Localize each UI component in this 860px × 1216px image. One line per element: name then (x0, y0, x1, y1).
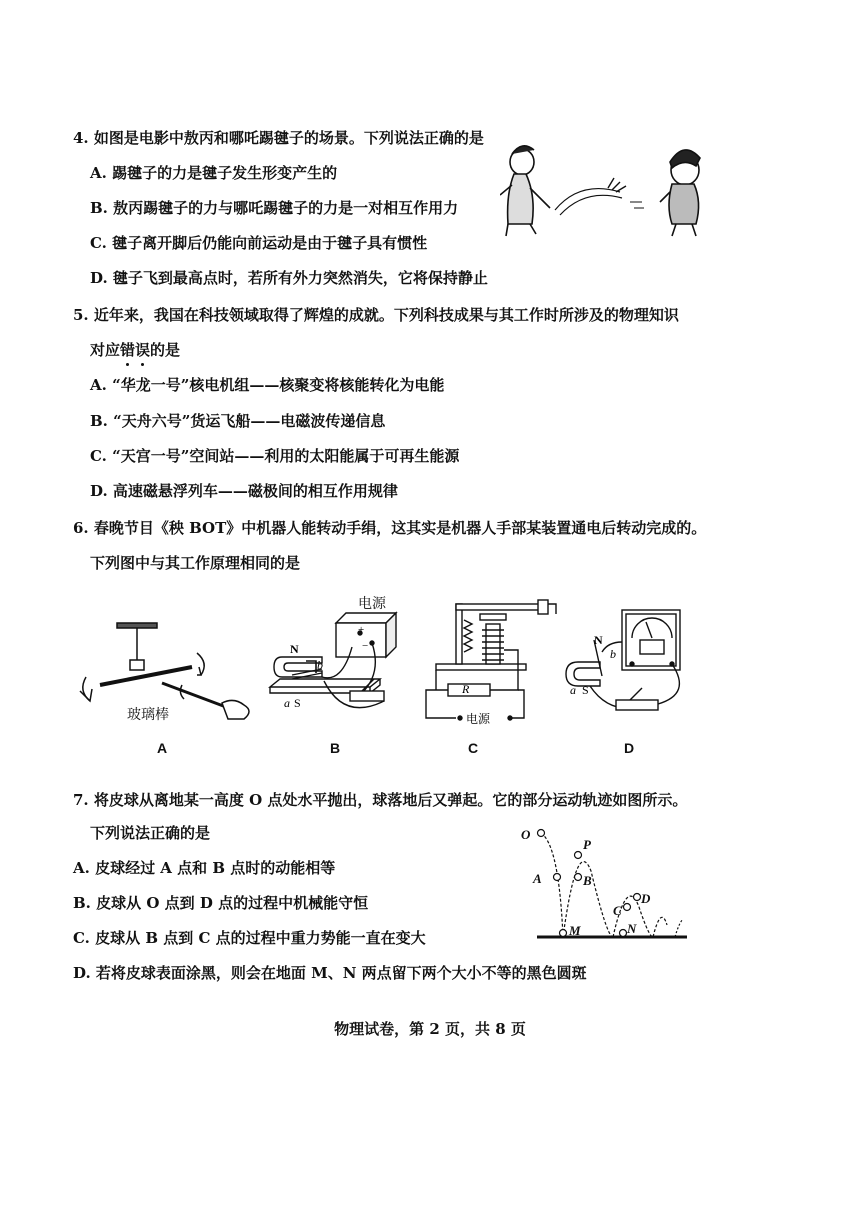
figure-d-s-pole: S (582, 683, 589, 697)
q4-option-d: D. 毽子飞到最高点时，若所有外力突然消失，它将保持静止 (90, 269, 488, 287)
point-o-label: O (521, 827, 531, 842)
q6-stem-line1: 6. 春晚节目《秧 BOT》中机器人能转动手绢，这其实是机器人手部某装置通电后转动完成的。 (73, 519, 707, 537)
q5-option-b: B. “天舟六号”货运飞船——电磁波传递信息 (90, 412, 386, 430)
q7-stem-line2: 下列说法正确的是 (90, 824, 211, 842)
point-b-label: B (583, 873, 592, 888)
q4-option-b: B. 敖丙踢毽子的力与哪吒踢毽子的力是一对相互作用力 (90, 199, 459, 217)
q5-option-a: A. “华龙一号”核电机组——核聚变将核能转化为电能 (90, 376, 445, 394)
q4-option-a: A. 踢毽子的力是毽子发生形变产生的 (90, 164, 338, 182)
figure-b-n-pole: N (290, 642, 299, 656)
point-m-label: M (569, 923, 581, 938)
q5-option-d: D. 高速磁悬浮列车——磁极间的相互作用规律 (90, 482, 398, 500)
figure-c-resistor-label: R (462, 682, 470, 696)
figure-a-label: A (157, 740, 168, 756)
q5-stem-post: 的是 (150, 341, 181, 359)
figure-b-minus: − (362, 640, 369, 652)
page-footer: 物理试卷，第 2 页，共 8 页 (334, 1020, 526, 1038)
figure-b-power-label: 电源 (358, 596, 386, 612)
point-c-label: C (613, 903, 622, 918)
q5-stem-emphasis (120, 341, 150, 359)
point-d-label: D (641, 891, 651, 906)
emphasis-dot (126, 363, 129, 366)
figure-d-generator-circuit (560, 600, 700, 725)
figure-d-label: D (624, 740, 635, 756)
q7-option-a: A. 皮球经过 A 点和 B 点时的动能相等 (73, 859, 336, 877)
figure-d-n-pole: N (594, 633, 603, 647)
figure-c-label: C (468, 740, 479, 756)
figure-c-power-label: 电源 (466, 712, 491, 726)
q7-option-b: B. 皮球从 O 点到 D 点的过程中机械能守恒 (73, 894, 369, 912)
q4-option-c: C. 毽子离开脚后仍能向前运动是由于毽子具有惯性 (90, 234, 428, 252)
bouncing-ball-trajectory-figure (515, 825, 695, 945)
figure-a-rod-label: 玻璃棒 (127, 707, 169, 723)
q5-stem-line2 (90, 340, 180, 360)
figure-c-relay-circuit (420, 590, 565, 730)
point-a-label: A (533, 871, 542, 886)
figure-b-motor-circuit (262, 595, 412, 725)
figure-d-b-label: b (610, 647, 616, 661)
point-p-label: P (583, 837, 591, 852)
q7-option-d: D. 若将皮球表面涂黑，则会在地面 M、N 两点留下两个大小不等的黑色圆斑 (73, 964, 587, 982)
shuttlecock-scene-illustration (500, 140, 710, 240)
q5-stem-pre: 对应 (90, 341, 121, 359)
q7-option-c: C. 皮球从 B 点到 C 点的过程中重力势能一直在变大 (73, 929, 426, 947)
figure-b-b-label: b (317, 658, 323, 672)
figure-b-s-pole: S (294, 696, 301, 710)
q5-stem-line1: 5. 近年来，我国在科技领域取得了辉煌的成就。下列科技成果与其工作时所涉及的物理知识 (73, 306, 679, 324)
q5-option-c: C. “天宫一号”空间站——利用的太阳能属于可再生能源 (90, 447, 460, 465)
figure-d-a-label: a (570, 683, 576, 697)
figure-b-plus: + (358, 624, 365, 636)
point-n-label: N (627, 921, 637, 936)
emphasis-dot (141, 363, 144, 366)
figure-b-a-label: a (284, 696, 290, 710)
q6-stem-line2: 下列图中与其工作原理相同的是 (90, 554, 301, 572)
q4-stem: 4. 如图是电影中敖丙和哪吒踢毽子的场景。下列说法正确的是 (73, 129, 484, 147)
q5-emphasis-text: 错误 (120, 341, 151, 359)
figure-b-label: B (330, 740, 341, 756)
q7-stem-line1: 7. 将皮球从离地某一高度 O 点处水平抛出，球落地后又弹起。它的部分运动轨迹如图所示。 (73, 791, 688, 809)
